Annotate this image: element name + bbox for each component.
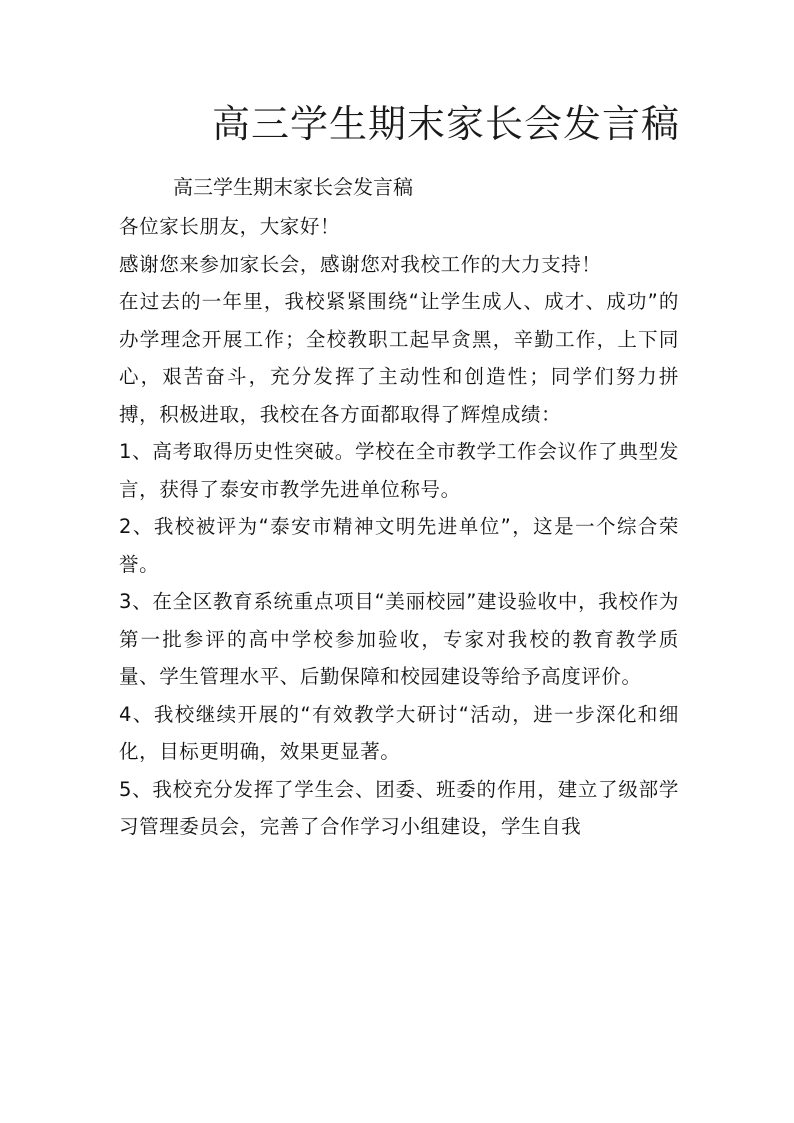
list-item: 2、我校被评为“泰安市精神文明先进单位”，这是一个综合荣誉。: [119, 515, 679, 576]
document-body: [119, 208, 679, 846]
list-item: 3、在全区教育系统重点项目“美丽校园”建设验收中，我校作为第一批参评的高中学校参加验收，专家对我校的教育教学质量、学生管理水平、后勤保障和校园建设等给予高度评价。: [119, 590, 679, 688]
document-subtitle: 高三学生期末家长会发言稿: [173, 175, 413, 199]
page-title: 高三学生期末家长会发言稿: [212, 102, 681, 146]
list-item: 4、我校继续开展的“有效教学大研讨“活动，进一步深化和细化，目标更明确，效果更显著。: [119, 702, 679, 763]
list-item: 1、高考取得历史性突破。学校在全市教学工作会议作了典型发言，获得了泰安市教学先进单位称号。: [119, 440, 679, 501]
list-item: 5、我校充分发挥了学生会、团委、班委的作用，建立了级部学习管理委员会，完善了合作学习小组建设，学生自我: [119, 777, 679, 838]
paragraph-overview: 在过去的一年里，我校紧紧围绕“让学生成人、成才、成功”的办学理念开展工作；全校教职工起早贪黑，辛勤工作，上下同心，艰苦奋斗，充分发挥了主动性和创造性；同学们努力拼搏，积极进取，我校在各方面都取得了辉煌成绩：: [119, 290, 679, 426]
paragraph-greeting: 各位家长朋友，大家好！: [119, 215, 341, 238]
paragraph-thanks: 感谢您来参加家长会，感谢您对我校工作的大力支持！: [119, 252, 602, 276]
